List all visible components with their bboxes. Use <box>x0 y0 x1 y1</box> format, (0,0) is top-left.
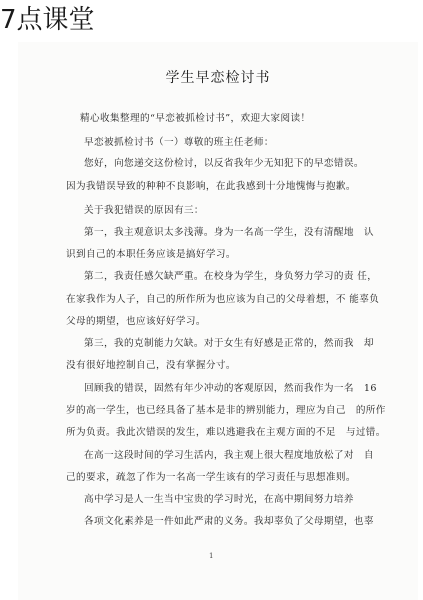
body-line: 关于我犯错误的原因有三： <box>84 205 204 216</box>
body-line: 在高一这段时间的学习生活内，我主观上很大程度地放松了对 自 <box>84 450 374 461</box>
body-line: 第三，我的克制能力欠缺。对于女生有好感是正常的，然而我 却 <box>84 338 374 349</box>
body-line: 各项文化素养是一件如此严肃的义务。我却辜负了父母期望，也辜 <box>84 516 374 527</box>
body-line: 高中学习是人一生当中宝贵的学习时光，在高中期间努力培养 <box>84 494 354 505</box>
body-line: 回顾我的错误，固然有年少冲动的客观原因，然而我作为一名 16 <box>84 383 377 394</box>
document-title: 学生早恋检讨书 <box>165 70 271 86</box>
body-line: 没有很好地控制自己，没有掌握分寸。 <box>66 360 236 371</box>
body-line: 岁的高一学生，也已经具备了基本是非的辨别能力，理应为自己 的所作 <box>66 405 386 416</box>
site-logo[interactable]: 7点课堂 <box>0 5 95 35</box>
salutation-line: 早恋被抓检讨书（一）尊敬的班主任老师： <box>84 137 274 148</box>
body-line: 所为负责。我此次错误的发生，难以逃避我在主观方面的不足 与过错。 <box>66 427 386 438</box>
body-line: 己的要求，疏忽了作为一名高一学生该有的学习责任与思想准则。 <box>66 472 356 483</box>
body-line: 您好，向您递交这份检讨，以反省我年少无知犯下的早恋错误。 <box>84 158 364 169</box>
body-line: 因为我错误导致的种种不良影响，在此我感到十分地愧悔与抱歉。 <box>66 181 356 192</box>
body-line: 在家我作为人子，自己的所作所为也应该为自己的父母着想，不 能辜负 <box>66 294 380 305</box>
body-line: 父母的期望，也应该好好学习。 <box>66 316 206 327</box>
body-line: 第一，我主观意识太多浅薄。身为一名高一学生，没有清醒地 认 <box>84 227 374 238</box>
body-line: 第二，我责任感欠缺严重。在校身为学生，身负努力学习的责 任， <box>84 271 378 282</box>
site-header <box>0 0 423 42</box>
body-line: 识到自己的本职任务应该是搞好学习。 <box>66 249 236 260</box>
intro-line: 精心收集整理的“早恋被抓检讨书”，欢迎大家阅读！ <box>80 113 311 124</box>
page-number: 1 <box>209 552 214 560</box>
document-page <box>18 42 418 600</box>
